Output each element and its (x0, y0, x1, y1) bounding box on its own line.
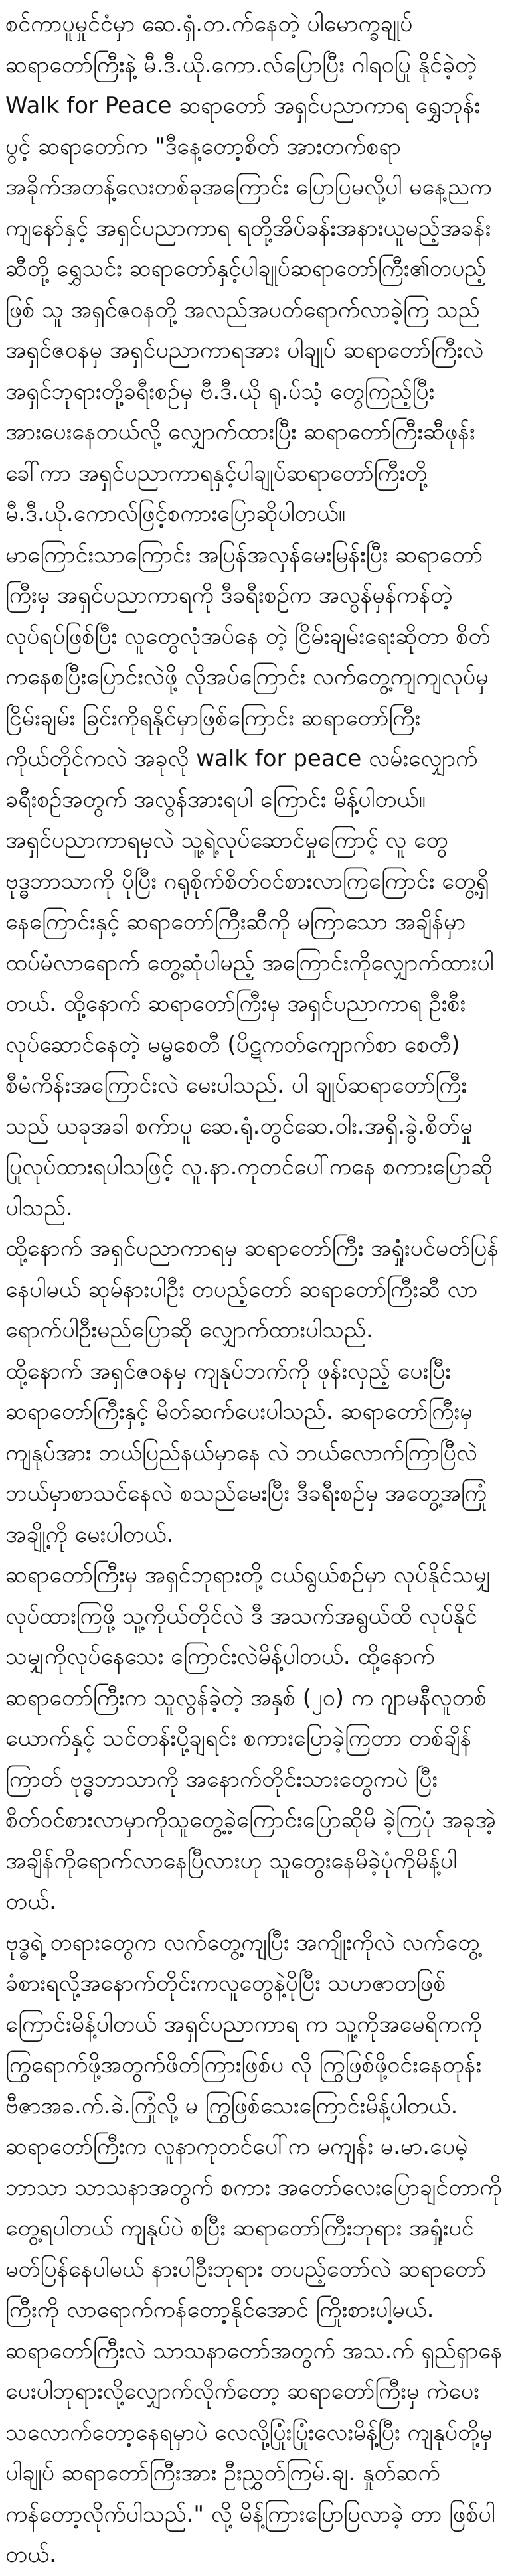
paragraph-response: အရှင်ပညာကာရမှလဲ သူ့ရဲ့လုပ်ဆောင်မှုကြောင့် လူ တွေ ဗုဒ္ဓဘာသာကို ပိုပြီး ဂရုစိုက်စိတ်ဝင်စားလာကြကြောင်း တွေ့ရှိနေကြောင်းနှင့် ဆရာတော်ကြီးဆီကို မကြာသော အချိန်မှာ ထပ်မံလာရောက် တွေ့ဆုံပါမည့် အကြောင်းကိုလျှောက်ထားပါတယ်. ထို့နောက် ဆရာတော်ကြီးမှ အရှင်ပညာကာရ ဦးစီး လုပ်ဆောင်နေတဲ့ မမ္မစေတီ (ပိဋကတ်ကျောက်စာ စေတီ) စီမံကိန်းအကြောင်းလဲ မေးပါသည်. ပါ ချုပ်ဆရာတော်ကြီးသည် ယခုအခါ စက်ာပူ ဆေ.ရုံ.တွင်ဆေ.ဝါး.အရှိ.ခွဲ.စိတ်မှုပြုလုပ်ထားရပါသဖြင့် လူ.နာ.ကုတင်ပေါ်ကနေ စကားပြောဆိုပါသည်. (5, 827, 494, 1221)
paragraph-hospital-bed: ဆရာတော်ကြီးက လူနာကုတင်ပေါ်က မကျန်း မ.မာ.ပေမဲ့ ဘာသာ သာသနာအတွက် စကား အတော်လေးပြောချင်တာကိုတွေ့ရပါတယ် ကျနုပ်ပဲ စပြီး ဆရာတော်ကြီးဘုရား အရှုံးပင်မတ်ပြန်နေပါမယ် နားပါဦးဘုရား တပည့်တော်လဲ ဆရာတော်ကြီးကို လာရောက်ကန်တော့နိုင်အောင် ကြိုးစားပါ့မယ်. (5, 2133, 502, 2323)
paragraph-advice: ဆရာတော်ကြီးမှ အရှင်ဘုရားတို့ ငယ်ရွယ်စဉ်မှာ လုပ်နိုင်သမျှလုပ်ထားကြဖို့ သူ့ကိုယ်တိုင်လဲ ဒီ အသက်အရွယ်ထိ လုပ်နိုင်သမျှကိုလုပ်နေသေး ကြောင်းလဲမိန့်ပါတယ်. ထို့နောက်ဆရာတော်ကြီးက သူလွန်ခဲ့တဲ့ အနှစ် (၂၀) က ဂျာမနီလူတစ်ယောက်နှင့် သင်တန်းပို့ချရင်း စကားပြောခဲ့ကြတာ တစ်ချိန် ကြာတ် ဗုဒ္ဓဘာသာကို အနောက်တိုင်းသားတွေကပဲ ပြီးစိတ်ဝင်စားလာမှာကိုသူတွေ့ခဲ့ကြောင်းပြောဆိုမိ ခဲ့ကြပုံ အခုအဲ့အချိန်ကိုရောက်လာနေပြီလားဟု သူတွေးနေမိခဲ့ပုံကိုမိန့်ပါတယ်. (5, 1562, 496, 1915)
article-body (5, 4, 505, 2576)
paragraph-well-wishes: မာကြောင်းသာကြောင်း အပြန်အလှန်မေးမြန်းပြီး ဆရာတော်ကြီးမှ အရှင်ပညာကာရကို ဒီခရီးစဉ်က အလွန်မှန်ကန်တဲ့လုပ်ရပ်ဖြစ်ပြီး လူတွေလုံအပ်နေ တဲ့ ငြိမ်းချမ်းရေးဆိုတာ စိတ်ကနေစပြီးပြောင်းလဲဖို့ လိုအပ်ကြောင်း လက်တွေ့ကျကျလုပ်မှ ငြိမ်းချမ်း ခြင်းကိုရနိုင်မှာဖြစ်ကြောင်း ဆရာတော်ကြီး ကိုယ်တိုင်ကလဲ အခုလို walk for peace လမ်းလျှောက်ခရီးစဉ်အတွက် အလွန်အားရပါ ကြောင်း မိန့်ပါတယ်။ (5, 541, 496, 813)
paragraph-dhamma-west: ဗုဒ္ဓရဲ့ တရားတွေက လက်တွေ့ကျပြီး အကျိုးကိုလဲ လက်တွေ့ခံစားရလို့အနောက်တိုင်းကလူတွေနဲ့ပိုပြီး သဟဇာတဖြစ်ကြောင်းမိန့်ပါတယ် အရှင်ပညာကာရ က သူ့ကိုအမေရိကကိုကြွရောက်ဖို့အတွက်ဖိတ်ကြားဖြစ်ပ လို ကြွဖြစ်ဖို့ဝင်းနေတုန်း ဗီဇာအခ.က်.ခဲ.ကြုံလို့ မ ကြွဖြစ်သေးကြောင်းမိန့်ပါတယ်. (5, 1929, 489, 2119)
paragraph-closing: ဆရာတော်ကြီးလဲ သာသနာတော်အတွက် အသ.က် ရှည်ရှာနေပေးပါဘုရားလို့လျှောက်လိုက်တော့ ဆရာတော်ကြီးမှ ကဲပေးသလောက်တော့နေရမှာပဲ လေလို့ပြုံးပြုံးလေးမိန့်ပြီး ကျနုပ်တို့မှ ပါချုပ် ဆရာတော်ကြီးအား ဦးညွှတ်ကြမ်.ချ. နှုတ်ဆက် ကန်တော့လိုက်ပါသည်." လို့ မိန့်ကြားပြောပြလာခဲ့ တာ ဖြစ်ပါတယ်. (5, 2337, 503, 2568)
paragraph-intro: စင်ကာပူမှုင်ငံမှာ ဆေ.ရှံ.တ.က်နေတဲ့ ပါမောက္ခချုပ် ဆရာတော်ကြီးနဲ့ မီ.ဒီ.ယို.ကော.လ်ပြောပြီး ဂါရဝပြု နိုင်ခဲ့တဲ့ Walk for Peace ဆရာတော် အရှင်ပညာကာရ ရွှေဘုန်းပွင့် ဆရာတော်က "ဒီနေ့တော့စိတ် အားတက်စရာအခိုက်အတန့်လေးတစ်ခုအကြောင်း ပြောပြမလို့ပါ မနေ့ညက ကျနော်နှင့် အရှင်ပညာကာရ ရတို့အိပ်ခန်းအနားယူမည့်အခန်းဆီတို့ ရွှေသင်း ဆရာတော်နှင့်ပါချုပ်ဆရာတော်ကြီး၏တပည့်ဖြစ် သူ အရှင်ဇဝနတို့ အလည်အပတ်ရောက်လာခဲ့ကြ သည် အရှင်ဇဝနမှ အရှင်ပညာကာရအား ပါချုပ် ဆရာတော်ကြီးလဲ အရှင်ဘုရားတို့ခရီးစဉ်မှ ဗီ.ဒီ.ယို ရု.ပ်သံ့ တွေကြည့်ပြီး အားပေးနေတယ်လို့ လျှောက်ထားပြီး ဆရာတော်ကြီးဆီဖုန်းခေါ်ကာ အရှင်ပညာကာရနှင့်ပါချုပ်ဆရာတော်ကြီးတို့ မီ.ဒီ.ယို.ကောလ်ဖြင့်စကားပြောဆိုပါတယ်။ (5, 11, 499, 527)
paragraph-farewell-promise: ထို့နောက် အရှင်ပညာကာရမှ ဆရာတော်ကြီး အရှုံးပင်မတ်ပြန်နေပါမယ် ဆုမ်နားပါဦး တပည့်တော် ဆရာတော်ကြီးဆီ လာရောက်ပါဦးမည်ပြောဆို လျှောက်ထားပါသည်. (5, 1235, 499, 1343)
paragraph-introduction-call: ထို့နောက် အရှင်ဇဝနမှ ကျနုပ်ဘက်ကို ဖုန်းလှည့် ပေးပြီး ဆရာတော်ကြီးနှင့် မိတ်ဆက်ပေးပါသည်. ဆရာတော်ကြီးမှ ကျနုပ်အား ဘယ်ပြည်နယ်မှာနေ လဲ ဘယ်လောက်ကြာပြီလဲ ဘယ်မှာစာသင်နေလဲ စသည်မေးပြီး ဒီခရီးစဉ်မှ အတွေ့အကြုံအချို့ကို မေးပါတယ်. (5, 1357, 487, 1548)
